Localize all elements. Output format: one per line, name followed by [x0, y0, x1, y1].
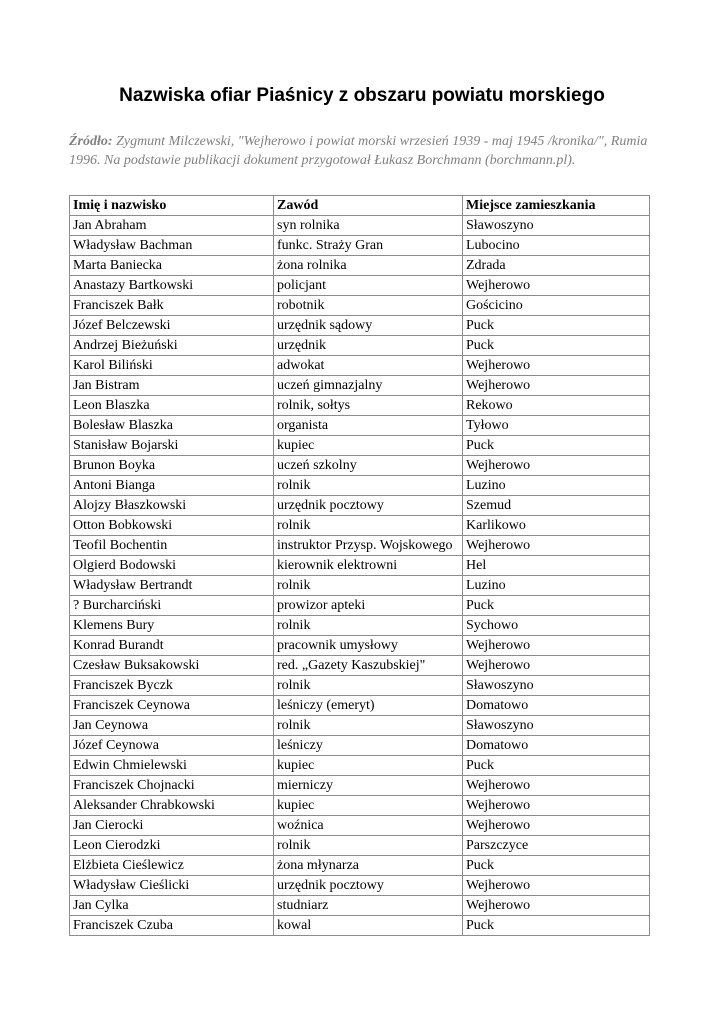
table-row — [70, 256, 650, 276]
cell-residence: Puck — [463, 336, 650, 356]
table-row — [70, 316, 650, 336]
cell-name: Anastazy Bartkowski — [70, 276, 274, 296]
cell-occupation: kupiec — [274, 756, 463, 776]
cell-name: Alojzy Błaszkowski — [70, 496, 274, 516]
cell-residence: Wejherowo — [463, 776, 650, 796]
cell-residence: Wejherowo — [463, 456, 650, 476]
source-label: Źródło: — [69, 134, 113, 149]
cell-name: Teofil Bochentin — [70, 536, 274, 556]
cell-occupation: kowal — [274, 916, 463, 936]
cell-name: Władysław Cieślicki — [70, 876, 274, 896]
cell-name: Franciszek Byczk — [70, 676, 274, 696]
cell-occupation: rolnik — [274, 716, 463, 736]
cell-occupation: rolnik — [274, 516, 463, 536]
cell-name: Franciszek Bałk — [70, 296, 274, 316]
table-row — [70, 516, 650, 536]
cell-residence: Puck — [463, 916, 650, 936]
table-row — [70, 756, 650, 776]
cell-name: Franciszek Ceynowa — [70, 696, 274, 716]
cell-name: Otton Bobkowski — [70, 516, 274, 536]
cell-residence: Wejherowo — [463, 896, 650, 916]
table-row — [70, 476, 650, 496]
cell-residence: Luzino — [463, 476, 650, 496]
cell-occupation: rolnik, sołtys — [274, 396, 463, 416]
source-note — [69, 132, 679, 170]
cell-occupation: rolnik — [274, 616, 463, 636]
cell-name: Bolesław Blaszka — [70, 416, 274, 436]
cell-name: Jan Ceynowa — [70, 716, 274, 736]
table-row — [70, 396, 650, 416]
cell-name: Elżbieta Cieślewicz — [70, 856, 274, 876]
cell-name: Olgierd Bodowski — [70, 556, 274, 576]
cell-residence: Wejherowo — [463, 796, 650, 816]
victims-table — [69, 195, 650, 936]
cell-residence: Puck — [463, 596, 650, 616]
cell-occupation: robotnik — [274, 296, 463, 316]
cell-occupation: uczeń gimnazjalny — [274, 376, 463, 396]
cell-residence: Wejherowo — [463, 816, 650, 836]
cell-residence: Szemud — [463, 496, 650, 516]
table-row — [70, 876, 650, 896]
cell-name: Aleksander Chrabkowski — [70, 796, 274, 816]
cell-occupation: adwokat — [274, 356, 463, 376]
cell-name: Antoni Bianga — [70, 476, 274, 496]
cell-occupation: rolnik — [274, 676, 463, 696]
table-row — [70, 376, 650, 396]
cell-occupation: funkc. Straży Gran — [274, 236, 463, 256]
table-row — [70, 856, 650, 876]
cell-name: Klemens Bury — [70, 616, 274, 636]
cell-residence: Wejherowo — [463, 276, 650, 296]
source-text: Zygmunt Milczewski, "Wejherowo i powiat morski wrzesień 1939 - maj 1945 /kronika/", Rumia 1996. Na podstawie publikacji dokument przygotował Łukasz Borchmann (borchmann.pl). — [69, 134, 648, 168]
cell-name: Konrad Burandt — [70, 636, 274, 656]
cell-name: Andrzej Bieżuński — [70, 336, 274, 356]
table-body — [70, 216, 650, 936]
cell-residence: Sławoszyno — [463, 216, 650, 236]
cell-occupation: pracownik umysłowy — [274, 636, 463, 656]
cell-residence: Wejherowo — [463, 876, 650, 896]
cell-residence: Luzino — [463, 576, 650, 596]
cell-name: Marta Baniecka — [70, 256, 274, 276]
cell-occupation: leśniczy — [274, 736, 463, 756]
cell-occupation: urzędnik pocztowy — [274, 496, 463, 516]
table-row — [70, 676, 650, 696]
document-title: Nazwiska ofiar Piaśnicy z obszaru powiatu morskiego — [119, 85, 605, 106]
table-row — [70, 616, 650, 636]
cell-residence: Wejherowo — [463, 356, 650, 376]
cell-name: Franciszek Czuba — [70, 916, 274, 936]
cell-residence: Tyłowo — [463, 416, 650, 436]
cell-name: Leon Blaszka — [70, 396, 274, 416]
cell-residence: Puck — [463, 856, 650, 876]
cell-residence: Puck — [463, 436, 650, 456]
cell-occupation: studniarz — [274, 896, 463, 916]
cell-residence: Wejherowo — [463, 536, 650, 556]
cell-occupation: żona rolnika — [274, 256, 463, 276]
cell-occupation: woźnica — [274, 816, 463, 836]
cell-residence: Sławoszyno — [463, 716, 650, 736]
cell-occupation: kupiec — [274, 436, 463, 456]
cell-residence: Rekowo — [463, 396, 650, 416]
cell-residence: Puck — [463, 316, 650, 336]
cell-residence: Karlikowo — [463, 516, 650, 536]
cell-occupation: red. „Gazety Kaszubskiej" — [274, 656, 463, 676]
cell-residence: Sławoszyno — [463, 676, 650, 696]
header-occupation: Zawód — [274, 196, 463, 216]
cell-residence: Domatowo — [463, 696, 650, 716]
cell-residence: Gościcino — [463, 296, 650, 316]
table-row — [70, 556, 650, 576]
cell-name: Józef Belczewski — [70, 316, 274, 336]
cell-name: Franciszek Chojnacki — [70, 776, 274, 796]
cell-occupation: żona młynarza — [274, 856, 463, 876]
cell-name: Józef Ceynowa — [70, 736, 274, 756]
cell-occupation: uczeń szkolny — [274, 456, 463, 476]
cell-occupation: urzędnik pocztowy — [274, 876, 463, 896]
header-residence: Miejsce zamieszkania — [463, 196, 650, 216]
table-row — [70, 216, 650, 236]
header-name: Imię i nazwisko — [70, 196, 274, 216]
cell-occupation: prowizor apteki — [274, 596, 463, 616]
table-row — [70, 576, 650, 596]
cell-residence: Wejherowo — [463, 376, 650, 396]
table-row — [70, 716, 650, 736]
table-row — [70, 916, 650, 936]
table-row — [70, 696, 650, 716]
table-row — [70, 456, 650, 476]
cell-occupation: rolnik — [274, 576, 463, 596]
cell-occupation: organista — [274, 416, 463, 436]
cell-occupation: rolnik — [274, 836, 463, 856]
cell-name: Stanisław Bojarski — [70, 436, 274, 456]
cell-name: Jan Cylka — [70, 896, 274, 916]
cell-residence: Domatowo — [463, 736, 650, 756]
table-row — [70, 796, 650, 816]
cell-name: Jan Cierocki — [70, 816, 274, 836]
cell-residence: Puck — [463, 756, 650, 776]
cell-name: Edwin Chmielewski — [70, 756, 274, 776]
cell-name: Czesław Buksakowski — [70, 656, 274, 676]
table-row — [70, 896, 650, 916]
table-row — [70, 296, 650, 316]
cell-residence: Zdrada — [463, 256, 650, 276]
cell-name: Jan Abraham — [70, 216, 274, 236]
cell-name: Jan Bistram — [70, 376, 274, 396]
table-row — [70, 836, 650, 856]
cell-name: Władysław Bachman — [70, 236, 274, 256]
cell-residence: Wejherowo — [463, 656, 650, 676]
table-row — [70, 636, 650, 656]
table-row — [70, 336, 650, 356]
table-row — [70, 436, 650, 456]
cell-occupation: urzędnik sądowy — [274, 316, 463, 336]
cell-occupation: mierniczy — [274, 776, 463, 796]
cell-occupation: kierownik elektrowni — [274, 556, 463, 576]
cell-residence: Sychowo — [463, 616, 650, 636]
cell-name: Leon Cierodzki — [70, 836, 274, 856]
table-row — [70, 356, 650, 376]
cell-residence: Hel — [463, 556, 650, 576]
cell-residence: Lubocino — [463, 236, 650, 256]
table-row — [70, 776, 650, 796]
cell-occupation: urzędnik — [274, 336, 463, 356]
table-header-row — [70, 196, 650, 216]
cell-occupation: instruktor Przysp. Wojskowego — [274, 536, 463, 556]
table-row — [70, 536, 650, 556]
cell-name: ? Burcharciński — [70, 596, 274, 616]
table-row — [70, 816, 650, 836]
cell-name: Władysław Bertrandt — [70, 576, 274, 596]
cell-occupation: kupiec — [274, 796, 463, 816]
cell-occupation: syn rolnika — [274, 216, 463, 236]
table-row — [70, 736, 650, 756]
table-row — [70, 276, 650, 296]
table-row — [70, 596, 650, 616]
cell-name: Brunon Boyka — [70, 456, 274, 476]
cell-residence: Parszczyce — [463, 836, 650, 856]
cell-name: Karol Biliński — [70, 356, 274, 376]
table-row — [70, 496, 650, 516]
cell-residence: Wejherowo — [463, 636, 650, 656]
cell-occupation: leśniczy (emeryt) — [274, 696, 463, 716]
cell-occupation: rolnik — [274, 476, 463, 496]
table-row — [70, 236, 650, 256]
cell-occupation: policjant — [274, 276, 463, 296]
table-row — [70, 416, 650, 436]
table-row — [70, 656, 650, 676]
